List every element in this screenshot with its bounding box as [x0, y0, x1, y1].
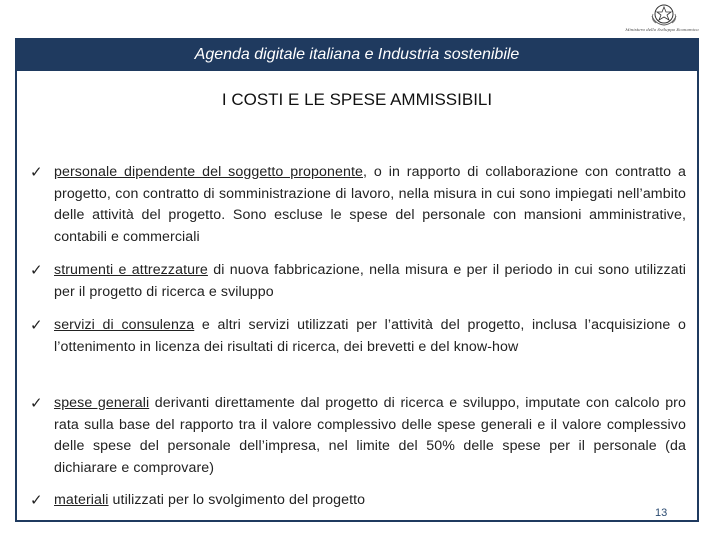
check-icon: ✓	[30, 491, 43, 509]
check-icon: ✓	[30, 163, 43, 181]
check-icon: ✓	[30, 261, 43, 279]
page-number: 13	[655, 507, 668, 519]
list-item	[30, 260, 686, 303]
check-icon: ✓	[30, 394, 43, 412]
item-underlined-text: servizi di consulenza	[54, 317, 195, 333]
item-underlined-text: spese generali	[54, 395, 150, 411]
slide-title: I COSTI E LE SPESE AMMISSIBILI	[221, 90, 493, 109]
item-underlined-text: strumenti e attrezzature	[54, 262, 208, 278]
item-text: derivanti direttamente dal progetto di ricerca e sviluppo, imputate con calcolo pro rata sulla base del rapporto tra il valore complessivo delle spese generali e il valore complessivo delle spese del personale dell’impresa, nel limite del 50% delle spese per il personale (da dichiarare e comprovare)	[54, 395, 686, 476]
list-item	[30, 393, 686, 479]
item-text: , o in rapporto di collaborazione con contratto a progetto, con contratto di somministrazione di lavoro, nella misura in cui sono impiegati nell’ambito delle attività del progetto. Sono escluse le spese del personale con mansioni amministrative, contabili e commerciali	[54, 164, 686, 245]
list-item	[30, 315, 686, 358]
list-item	[30, 162, 686, 248]
item-text: utilizzati per lo svolgimento del progetto	[108, 492, 366, 508]
list-item	[30, 490, 686, 512]
check-icon: ✓	[30, 316, 43, 334]
republic-emblem-icon	[647, 2, 681, 28]
slide-banner: Agenda digitale italiana e Industria sostenibile	[15, 38, 699, 71]
item-underlined-text: personale dipendente del soggetto proponente	[54, 164, 364, 180]
item-text: e altri servizi utilizzati per l’attività del progetto, inclusa l’acquisizione o l’ottenimento in licenza dei risultati di ricerca, dei brevetti e del know-how	[54, 317, 686, 355]
item-text: di nuova fabbricazione, nella misura e per il periodo in cui sono utilizzati per il progetto di ricerca e sviluppo	[54, 262, 686, 300]
ministry-name: Ministero dello Sviluppo Economico	[625, 27, 699, 32]
item-underlined-text: materiali	[54, 492, 109, 508]
